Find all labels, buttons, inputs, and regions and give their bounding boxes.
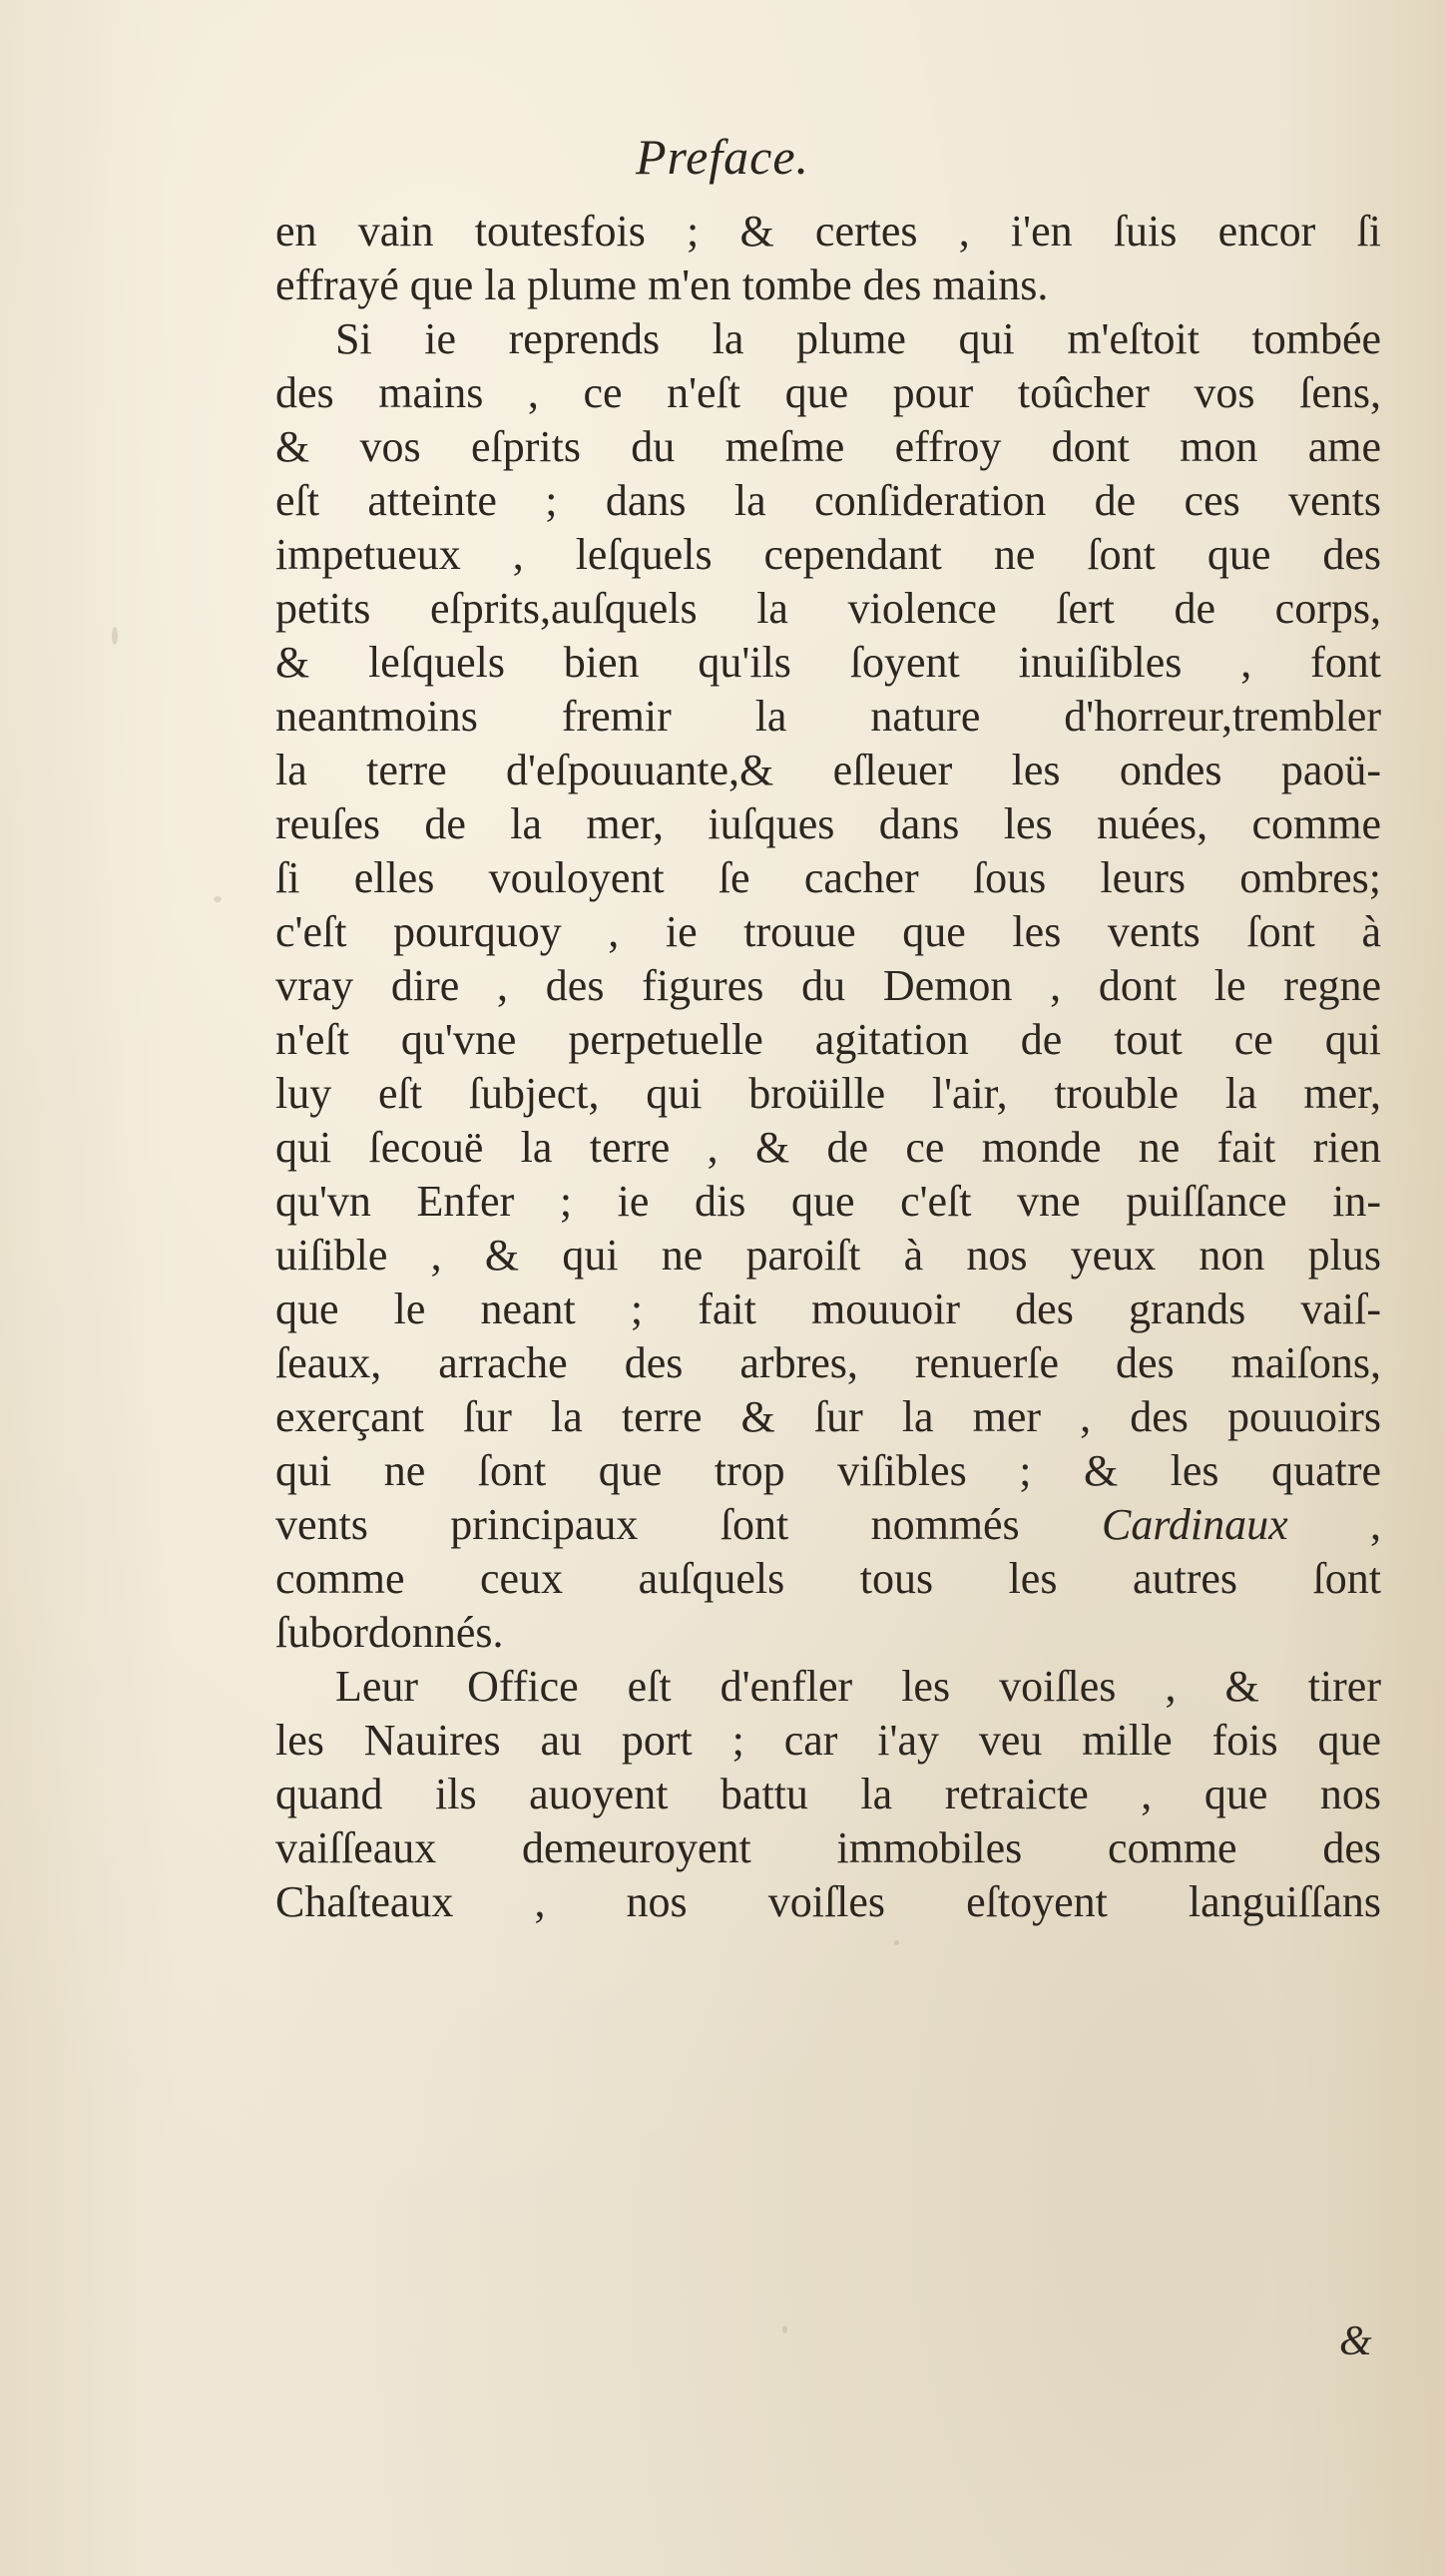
text-line: Si ie reprends la plume qui m'eſtoit tombée — [335, 314, 1381, 363]
text-line: exerçant ſur la terre & ſur la mer , des pouuoirs — [275, 1392, 1381, 1441]
text-line: vents principaux ſont nommés Cardinaux , — [275, 1500, 1382, 1549]
running-head: Preface. — [635, 129, 810, 185]
text-line: qui ne ſont que trop viſibles ; & les quatre — [275, 1446, 1381, 1495]
text-line: en vain toutesfois ; & certes , i'en ſuis encor ſi — [275, 207, 1381, 256]
body-text — [275, 205, 1381, 1929]
text-line: neantmoins fremir la nature d'horreur,trembler — [275, 692, 1381, 741]
text-line: la terre d'eſpouuante,& eſleuer les ondes paoü- — [275, 746, 1381, 794]
text-line: impetueux , leſquels cependant ne ſont que des — [275, 530, 1381, 579]
text-line: reuſes de la mer, iuſques dans les nuées, comme — [275, 799, 1381, 848]
ink-speck — [112, 627, 118, 645]
italic-word: Cardinaux — [1102, 1500, 1288, 1549]
ink-speck — [782, 2325, 787, 2333]
ink-speck — [214, 896, 222, 902]
text-line: quand ils auoyent battu la retraicte , que nos — [275, 1770, 1381, 1818]
text-line: que le neant ; fait mouuoir des grands vaiſ- — [275, 1285, 1381, 1333]
text-line: & leſquels bien qu'ils ſoyent inuiſibles , font — [275, 638, 1381, 687]
text-line: ſi elles vouloyent ſe cacher ſous leurs ombres; — [275, 853, 1381, 902]
text-line: ſubordonnés. — [275, 1608, 504, 1657]
text-line: qu'vn Enfer ; ie dis que c'eſt vne puiſſance in- — [275, 1177, 1381, 1226]
ink-speck — [894, 1940, 899, 1945]
text-line: comme ceux auſquels tous les autres ſont — [275, 1554, 1381, 1603]
text-line: c'eſt pourquoy , ie trouue que les vents ſont à — [275, 907, 1381, 956]
text-line: effrayé que la plume m'en tombe des mains. — [275, 260, 1049, 309]
text-line: des mains , ce n'eſt que pour toûcher vos ſens, — [275, 368, 1381, 417]
catchword: & — [1339, 2318, 1372, 2364]
text-line: qui ſecouë la terre , & de ce monde ne fait rien — [275, 1123, 1381, 1172]
text-line: vray dire , des figures du Demon , dont le regne — [275, 961, 1381, 1010]
text-line: Leur Office eſt d'enfler les voiſles , & tirer — [335, 1662, 1381, 1711]
text-line: Chaſteaux , nos voiſles eſtoyent languiſſans — [275, 1877, 1381, 1926]
text-line: luy eſt ſubject, qui broüille l'air, trouble la mer, — [275, 1069, 1381, 1118]
text-line: petits eſprits,auſquels la violence ſert de corps, — [275, 584, 1381, 633]
text-line: vaiſſeaux demeuroyent immobiles comme des — [275, 1823, 1381, 1872]
text-line: les Nauires au port ; car i'ay veu mille fois que — [275, 1716, 1381, 1765]
text-line: ſeaux, arrache des arbres, renuerſe des maiſons, — [275, 1338, 1381, 1387]
text-line: uiſible , & qui ne paroiſt à nos yeux non plus — [275, 1231, 1381, 1280]
text-line: & vos eſprits du meſme effroy dont mon ame — [275, 422, 1381, 471]
text-line: eſt atteinte ; dans la conſideration de ces vents — [275, 476, 1381, 525]
text-line: n'eſt qu'vne perpetuelle agitation de tout ce qui — [275, 1015, 1381, 1064]
